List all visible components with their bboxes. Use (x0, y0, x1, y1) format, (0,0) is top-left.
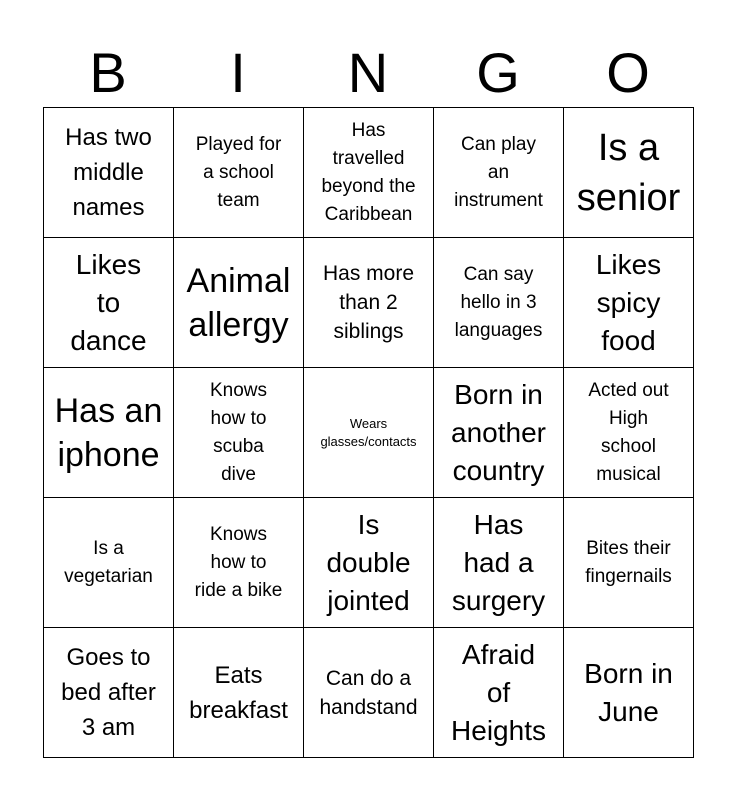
bingo-cell-o1[interactable] (564, 108, 694, 238)
header-letter-o: O (606, 41, 650, 104)
cell-text: Likes to dance (70, 248, 147, 356)
cell-text: Born in another country (451, 378, 546, 486)
bingo-cell-i1[interactable] (174, 108, 304, 238)
cell-text: Animal allergy (186, 261, 291, 344)
header-letter-b: B (89, 41, 127, 104)
cell-text: Can do a handstand (319, 666, 418, 719)
cell-text: Goes to bed after 3 am (61, 644, 156, 741)
bingo-cell-b5[interactable] (44, 628, 174, 758)
bingo-cell-b2[interactable] (44, 238, 174, 368)
cell-text: Born in June (584, 657, 673, 727)
bingo-cell-g1[interactable] (434, 108, 564, 238)
bingo-header (43, 40, 693, 106)
cell-text: Has more than 2 siblings (322, 262, 415, 343)
bingo-cell-i4[interactable] (174, 498, 304, 628)
bingo-cell-b3[interactable] (44, 368, 174, 498)
header-letter-n: N (347, 41, 389, 104)
bingo-cell-g3[interactable] (434, 368, 564, 498)
cell-text: Bites their fingernails (585, 537, 672, 587)
bingo-cell-g2[interactable] (434, 238, 564, 368)
cell-text: Wears glasses/contacts (320, 415, 417, 449)
bingo-cell-b4[interactable] (44, 498, 174, 628)
cell-text: Acted out High school musical (588, 379, 669, 485)
cell-text: Is double jointed (326, 508, 411, 616)
bingo-cell-i3[interactable] (174, 368, 304, 498)
cell-text: Is a vegetarian (64, 537, 153, 587)
bingo-cell-o3[interactable] (564, 368, 694, 498)
bingo-cell-b1[interactable] (44, 108, 174, 238)
header-letter-i: I (230, 41, 246, 104)
cell-text: Can play an instrument (454, 133, 543, 211)
bingo-cell-n5[interactable] (304, 628, 434, 758)
bingo-cell-o5[interactable] (564, 628, 694, 758)
cell-text: Can say hello in 3 languages (454, 263, 543, 341)
cell-text: Is a senior (576, 126, 681, 219)
cell-text: Played for a school team (195, 133, 282, 211)
cell-text: Has travelled beyond the Caribbean (321, 119, 416, 225)
cell-text: Has had a surgery (451, 508, 546, 616)
header-letter-g: G (476, 41, 520, 104)
bingo-cell-n2[interactable] (304, 238, 434, 368)
bingo-cell-o2[interactable] (564, 238, 694, 368)
bingo-cell-n4[interactable] (304, 498, 434, 628)
bingo-cell-g5[interactable] (434, 628, 564, 758)
bingo-cell-i5[interactable] (174, 628, 304, 758)
cell-text: Knows how to scuba dive (209, 379, 268, 485)
cell-text: Has an iphone (54, 391, 163, 474)
bingo-cell-n3-free[interactable] (304, 368, 434, 498)
bingo-cell-g4[interactable] (434, 498, 564, 628)
cell-text: Afraid of Heights (451, 638, 546, 746)
cell-text: Has two middle names (65, 124, 152, 221)
cell-text: Likes spicy food (595, 248, 662, 356)
bingo-cell-n1[interactable] (304, 108, 434, 238)
bingo-cell-o4[interactable] (564, 498, 694, 628)
bingo-cell-i2[interactable] (174, 238, 304, 368)
cell-text: Knows how to ride a bike (194, 523, 283, 601)
bingo-board (43, 107, 694, 758)
cell-text: Eats breakfast (189, 661, 288, 724)
